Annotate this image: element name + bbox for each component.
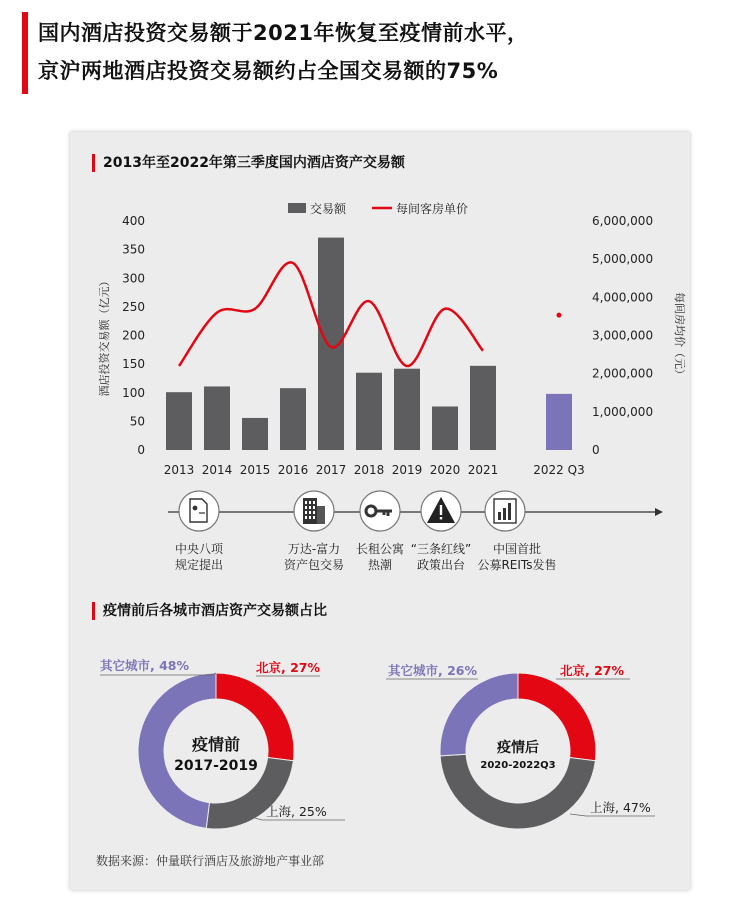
building-window [309,506,311,509]
timeline-label-1-line1: 中央八项 [174,542,224,556]
y2-tick-label: 3,000,000 [592,328,654,343]
timeline-label-1-line2: 规定提出 [174,558,224,572]
y-axis-label: 酒店投资交易额（亿元） [98,275,111,397]
x-tick-label: 2019 [391,463,423,477]
timeline-node-1 [179,491,219,531]
timeline-label-5-line2: 公募REITs发售 [477,558,557,572]
timeline-label-1 [175,541,223,573]
x-tick-label: 2015 [239,463,271,477]
building-window [313,516,315,519]
headline-line-1: 国内酒店投资交易额于2021年恢复至疫情前水平， [38,21,529,45]
donut-post-label-shanghai [590,798,651,816]
source-note: 数据来源：仲量联行酒店及旅游地产事业部 [96,854,325,868]
bar-2020 [432,406,458,450]
donut-post-label-beijing [560,661,624,679]
section-title-city-share: 疫情前后各城市酒店资产交易额占比 [92,602,327,620]
donut-pre-center-title: 疫情前 [191,735,240,754]
timeline-label-2-line1: 万达-富力 [287,542,341,556]
donut-pre-label-other [100,656,189,674]
building-window [313,511,315,514]
building-window [305,501,307,504]
timeline-label-4-line2: 政策出台 [416,558,465,572]
timeline-label-4 [411,541,471,573]
bar-2018 [356,373,382,450]
x-tick-label: 2016 [277,463,309,477]
y-tick-label: 100 [122,385,145,400]
bar-2016 [280,388,306,450]
x-tick-label: 2014 [201,463,233,477]
donut-post-center-title: 疫情后 [497,740,539,756]
timeline-label-3-line2: 热潮 [367,558,393,572]
donut-post-label-beijing-text: 北京, 27% [560,663,625,678]
donut-pre-center-period: 2017-2019 [174,758,258,774]
timeline-label-2-line2: 资产包交易 [283,558,345,572]
timeline-arrowhead [655,508,663,516]
legend-label-volume: 交易额 [310,202,347,216]
donut-post-label-shanghai-text: 上海, 47% [590,800,651,815]
bar-2013 [166,392,192,450]
chart-title: 2013年至2022年第三季度国内酒店资产交易额 [92,154,405,172]
donut-pre-label-other-text: 其它城市, 48% [100,658,190,673]
donut-pre-label-shanghai-text: 上海, 25% [266,804,327,819]
document-icon-figure [193,506,198,511]
bar-2021 [470,366,496,450]
building-window [305,511,307,514]
y2-tick-label: 0 [592,443,600,457]
building-icon-wing [317,506,325,524]
y-tick-label: 50 [129,414,145,429]
warning-icon-dot [440,517,442,519]
bar-chart-icon-bar [503,508,506,520]
y-tick-label: 350 [122,242,145,257]
x-tick-label: 2017 [315,463,347,477]
timeline-label-4-line1: “三条红线” [410,542,472,556]
bar-chart-icon-bar [508,503,511,520]
bar-chart-icon-bar [498,512,501,520]
timeline-label-2 [284,541,344,573]
y-tick-label: 300 [122,271,145,286]
y2-tick-label: 2,000,000 [592,366,654,381]
x-tick-label: 2013 [163,463,195,477]
y2-tick-label: 6,000,000 [592,214,654,228]
building-window [305,516,307,519]
building-window [305,506,307,509]
building-window [313,501,315,504]
y2-axis-label: 每间房均价（元） [673,292,686,380]
donut-post-label-other-text: 其它城市, 26% [388,663,478,678]
x-tick-label: 2021 [467,463,499,477]
donut-pre-label-beijing-text: 北京, 27% [256,660,321,675]
bar-2022-Q3 [546,394,572,450]
donut-pre-label-shanghai [266,802,327,820]
y2-tick-label: 1,000,000 [592,404,654,419]
x-tick-label: 2020 [429,463,461,477]
price-point-2022-Q3 [557,313,562,318]
legend-swatch-volume [288,203,306,213]
donut-post-center-period: 2020-2022Q3 [480,760,556,771]
donut-pre-label-beijing [256,658,320,676]
warning-icon-mark [440,505,442,515]
y2-tick-label: 4,000,000 [592,290,654,305]
building-window [309,516,311,519]
timeline-label-3-line1: 长租公寓 [355,542,405,556]
timeline-label-3 [356,541,404,573]
donut-pre-center [174,734,258,776]
donut-post-center [480,738,555,774]
bar-2019 [394,369,420,450]
y-tick-label: 400 [122,214,145,228]
timeline-label-5-line1: 中国首批 [492,542,541,556]
legend-label-price: 每间客房单价 [396,202,469,216]
timeline-label-5 [477,541,556,573]
y-tick-label: 150 [122,357,145,372]
building-window [309,501,311,504]
y-tick-label: 0 [137,443,145,457]
y2-tick-label: 5,000,000 [592,252,654,267]
x-tick-label: 2018 [353,463,385,477]
building-window [313,506,315,509]
x-tick-label: 2022 Q3 [533,463,585,477]
bar-2014 [204,386,230,450]
y-tick-label: 250 [122,299,145,314]
y-tick-label: 200 [122,328,145,343]
building-window [309,511,311,514]
donut-post-label-other [388,661,477,679]
headline-line-2: 京沪两地酒店投资交易额约占全国交易额的75% [38,59,499,83]
bar-2015 [242,418,268,450]
